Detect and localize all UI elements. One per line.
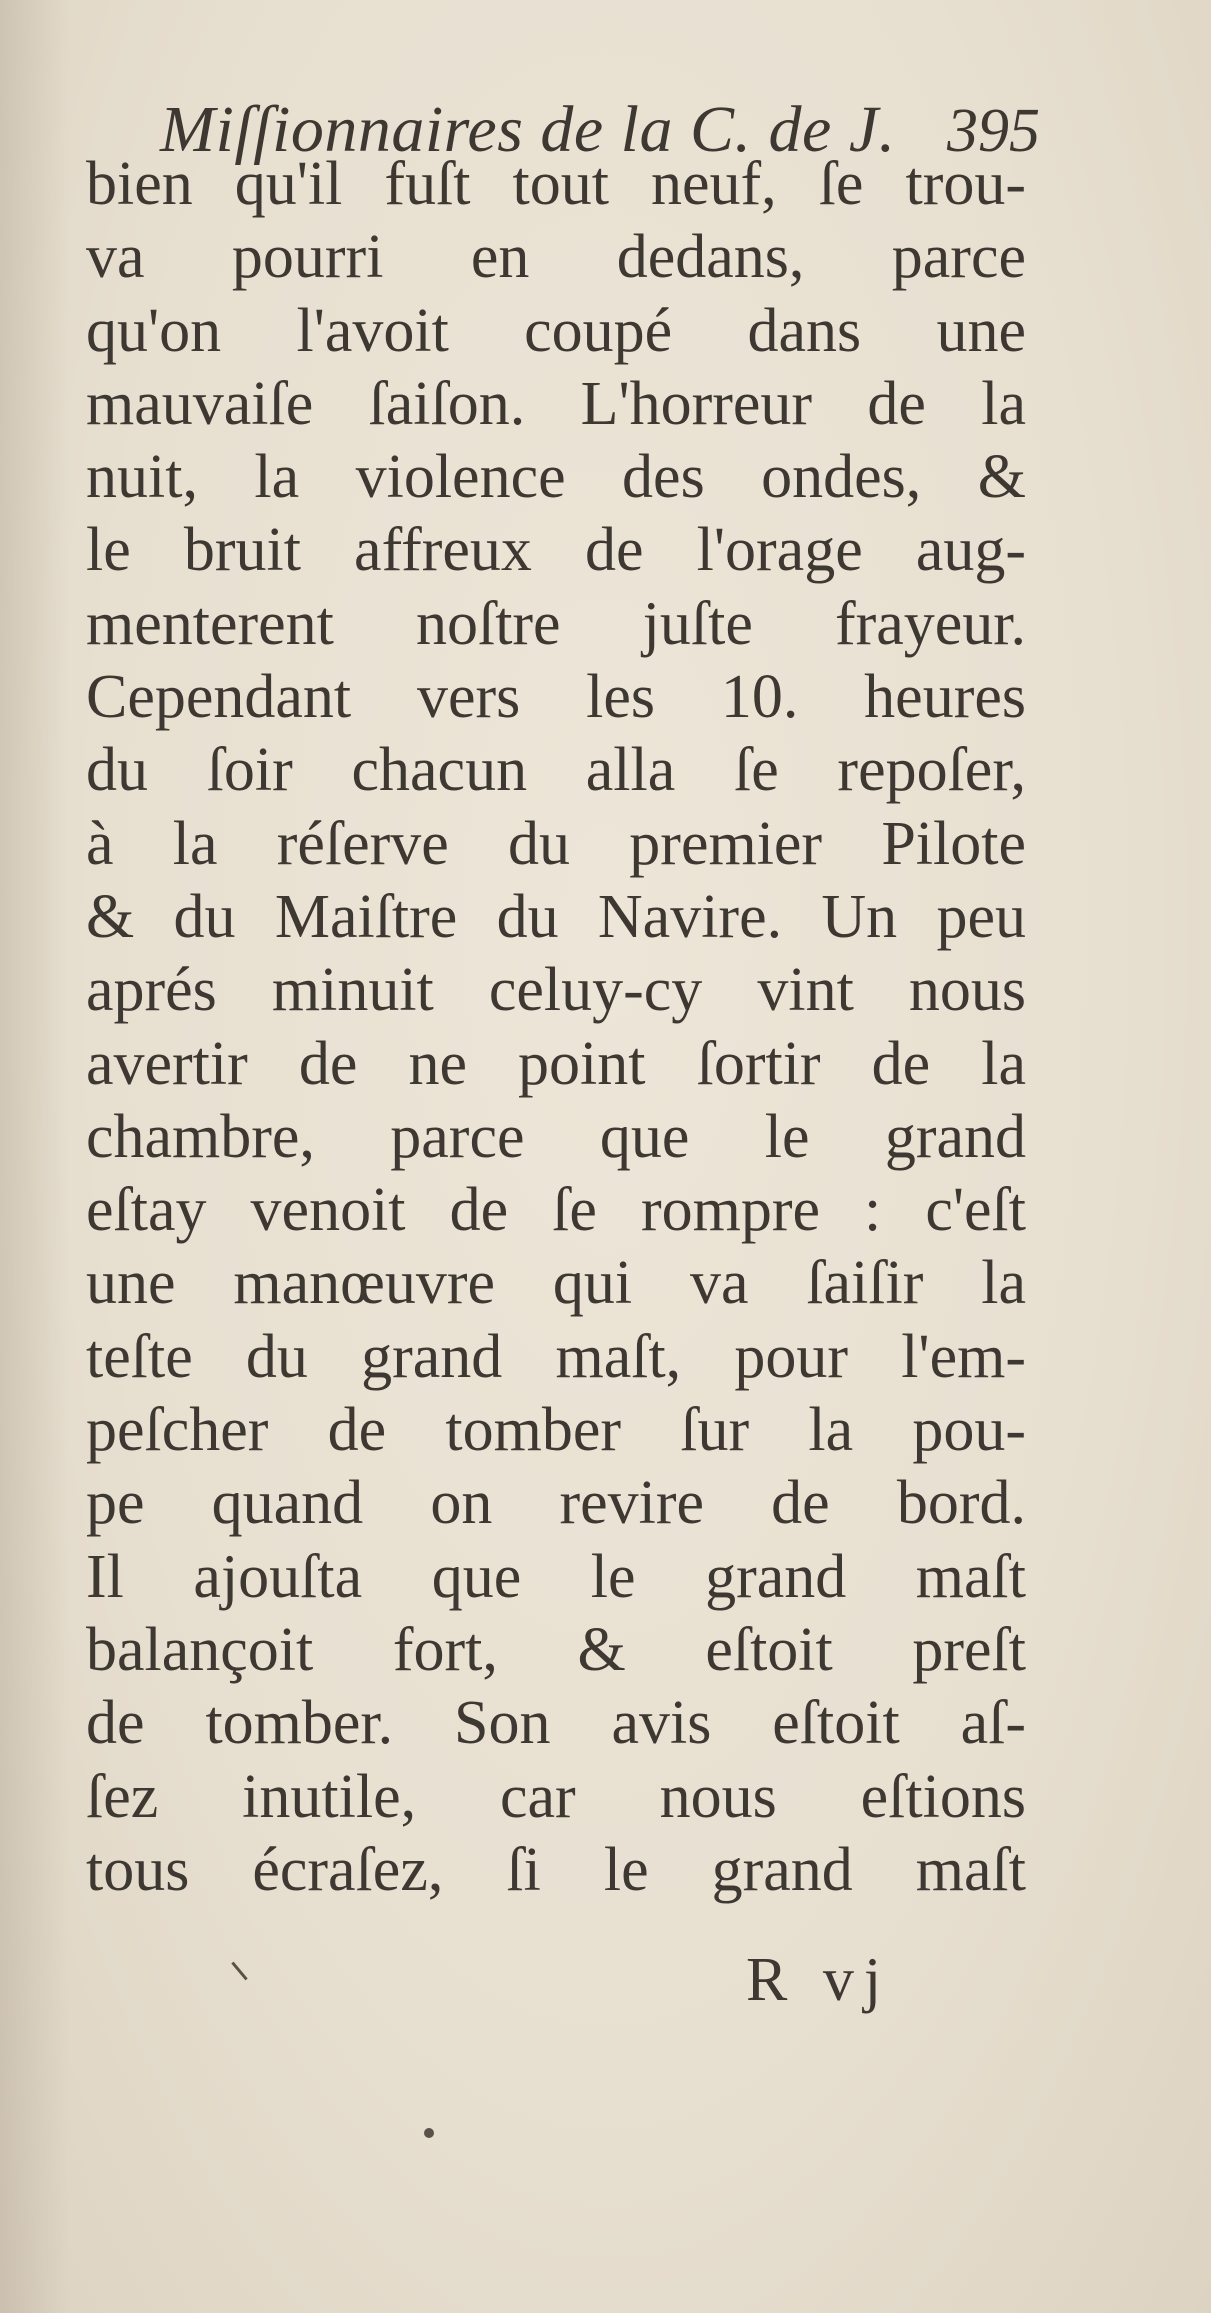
text-line: aprés minuit celuy-cy vint nous	[86, 956, 1026, 1025]
text-line: une manœuvre qui va ſaiſir la	[86, 1249, 1026, 1318]
text-line: va pourri en dedans, parce	[86, 223, 1026, 292]
text-line: qu'on l'avoit coupé dans une	[86, 296, 1026, 365]
text-line: balançoit fort, & eſtoit preſt	[86, 1615, 1026, 1684]
ink-mark	[231, 1962, 247, 1981]
text-line: peſcher de tomber ſur la pou-	[86, 1396, 1026, 1465]
text-line: Il ajouſta que le grand maſt	[86, 1542, 1026, 1611]
text-line: avertir de ne point ſortir de la	[86, 1029, 1026, 1098]
text-line: bien qu'il fuſt tout neuf, ſe trou-	[86, 150, 1026, 218]
text-line: le bruit affreux de l'orage aug-	[86, 516, 1026, 585]
text-line: & du Maiſtre du Navire. Un peu	[86, 882, 1026, 951]
ink-speck	[424, 2128, 434, 2138]
text-line: menterent noſtre juſte frayeur.	[86, 589, 1026, 658]
text-line: teſte du grand maſt, pour l'em-	[86, 1322, 1026, 1391]
text-line: ſez inutile, car nous eſtions	[86, 1762, 1026, 1831]
text-line: pe quand on revire de bord.	[86, 1469, 1026, 1538]
page-number: 395	[947, 97, 1040, 165]
text-line: nuit, la violence des ondes, &	[86, 443, 1026, 512]
text-line: du ſoir chacun alla ſe repoſer,	[86, 736, 1026, 805]
text-line: chambre, parce que le grand	[86, 1102, 1026, 1171]
text-line: mauvaiſe ſaiſon. L'horreur de la	[86, 369, 1026, 438]
text-line: eſtay venoit de ſe rompre : c'eſt	[86, 1176, 1026, 1245]
running-head: Miſſionnaires de la C. de J.	[160, 93, 896, 166]
text-line: tous écraſez, ſi le grand maſt	[86, 1835, 1026, 1904]
text-line: à la réſerve du premier Pilote	[86, 809, 1026, 878]
signature-mark: R vj	[746, 1946, 892, 2014]
body-text	[86, 148, 1026, 1907]
text-line: de tomber. Son avis eſtoit aſ-	[86, 1689, 1026, 1758]
text-line: Cependant vers les 10. heures	[86, 663, 1026, 732]
gutter-shadow	[0, 0, 70, 2313]
